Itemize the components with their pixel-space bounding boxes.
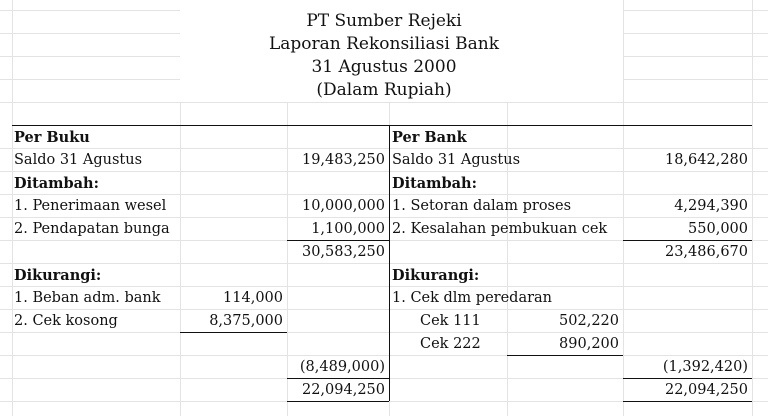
book-opening-label: Saldo 31 Agustus bbox=[14, 152, 143, 168]
bank-less-total: (1,392,420) bbox=[662, 359, 748, 375]
book-add-item-label: 2. Pendapatan bunga bbox=[14, 221, 170, 237]
bank-add-label: Ditambah: bbox=[392, 175, 477, 192]
book-less-item-value: 8,375,000 bbox=[209, 313, 283, 329]
bank-check-label: Cek 222 bbox=[420, 336, 481, 352]
book-less-item-label: 2. Cek kosong bbox=[14, 313, 118, 329]
book-add-item-label: 1. Penerimaan wesel bbox=[14, 198, 167, 214]
bank-less-rule bbox=[507, 355, 623, 356]
bank-heading: Per Bank bbox=[392, 129, 467, 146]
bank-subtotal: 23,486,670 bbox=[664, 244, 748, 260]
bank-add-item-value: 550,000 bbox=[688, 221, 748, 237]
bank-final-balance: 22,094,250 bbox=[664, 382, 748, 398]
book-add-item-value: 10,000,000 bbox=[301, 198, 385, 214]
report-unit: (Dalam Rupiah) bbox=[316, 80, 452, 100]
bank-check-value: 890,200 bbox=[559, 336, 619, 352]
book-subtotal: 30,583,250 bbox=[301, 244, 385, 260]
book-final-balance: 22,094,250 bbox=[301, 382, 385, 398]
book-add-label: Ditambah: bbox=[14, 175, 99, 192]
book-opening-value: 19,483,250 bbox=[301, 152, 385, 168]
book-less-label: Dikurangi: bbox=[14, 267, 102, 284]
book-less-item-label: 1. Beban adm. bank bbox=[14, 290, 161, 306]
book-less-rule bbox=[180, 332, 287, 333]
company-name: PT Sumber Rejeki bbox=[306, 11, 462, 31]
bank-less-label: Dikurangi: bbox=[392, 267, 480, 284]
bank-opening-label: Saldo 31 Agustus bbox=[392, 152, 521, 168]
book-heading: Per Buku bbox=[14, 129, 90, 146]
gridline bbox=[0, 102, 768, 103]
bank-add-item-label: 2. Kesalahan pembukuan cek bbox=[392, 221, 608, 237]
report-title: Laporan Rekonsiliasi Bank bbox=[268, 34, 500, 54]
bank-add-item-value: 4,294,390 bbox=[674, 198, 748, 214]
book-add-item-value: 1,100,000 bbox=[311, 221, 385, 237]
book-less-item-value: 114,000 bbox=[223, 290, 283, 306]
bank-add-item-label: 1. Setoran dalam proses bbox=[392, 198, 572, 214]
table-top-border bbox=[12, 125, 752, 126]
section-divider bbox=[389, 125, 390, 401]
bank-check-label: Cek 111 bbox=[420, 313, 481, 329]
report-date: 31 Agustus 2000 bbox=[311, 57, 457, 77]
bank-less-group-label: 1. Cek dlm peredaran bbox=[392, 290, 553, 306]
bank-opening-value: 18,642,280 bbox=[664, 152, 748, 168]
bank-check-value: 502,220 bbox=[559, 313, 619, 329]
bank-final-bottom-rule bbox=[623, 401, 752, 402]
book-less-total: (8,489,000) bbox=[299, 359, 385, 375]
book-final-bottom-rule bbox=[287, 401, 389, 402]
